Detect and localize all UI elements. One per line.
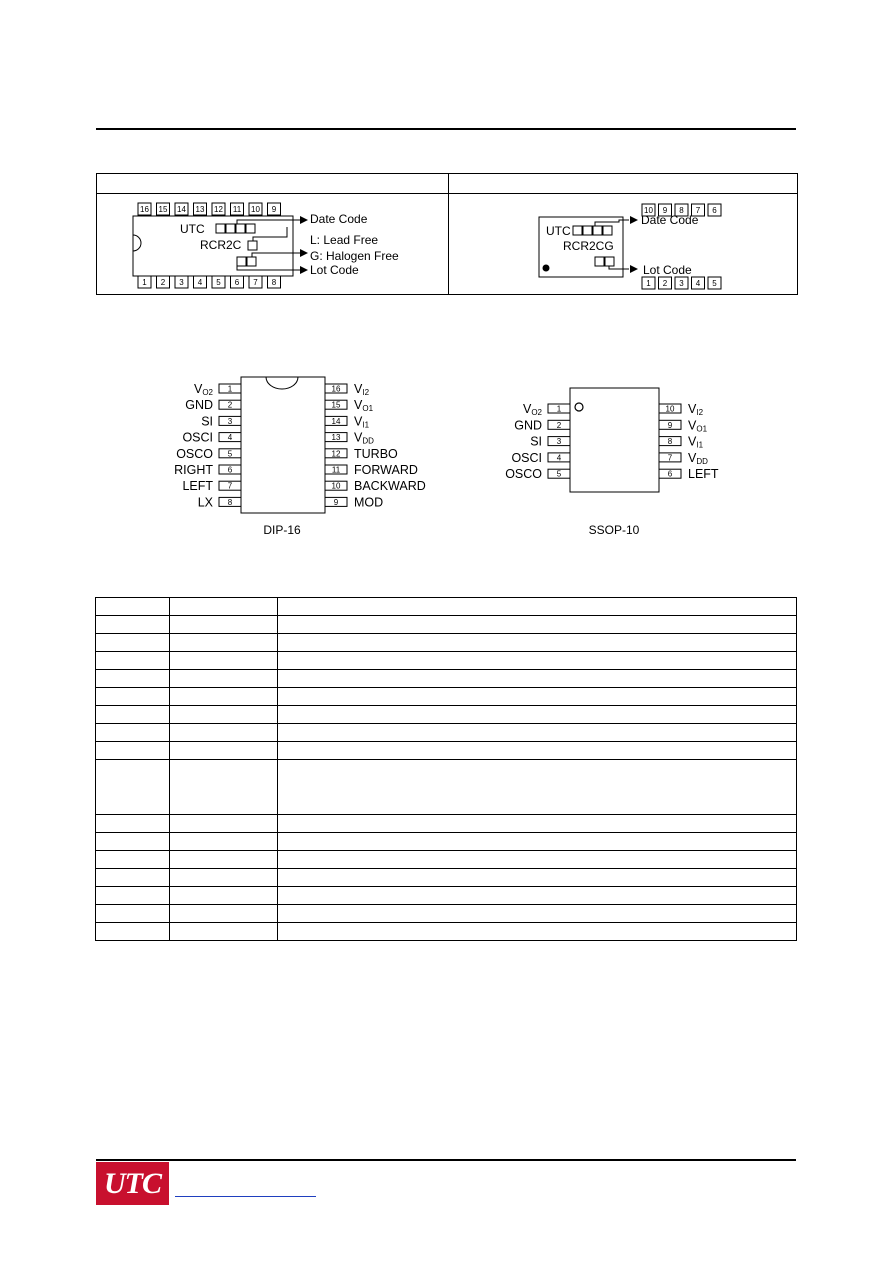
table-row — [96, 905, 797, 923]
ssop-top-pin-number: 7 — [695, 206, 701, 215]
ssop10-pinout-diagram — [490, 380, 750, 545]
ssop10-pin-label: OSCI — [511, 450, 542, 465]
ssop-date-code-boxes — [573, 226, 612, 235]
dip-bottom-pin-number: 7 — [253, 278, 258, 287]
ssop10-pin-number: 9 — [667, 420, 673, 430]
dip-top-pin-number: 15 — [158, 205, 168, 214]
dip16-body — [241, 377, 325, 513]
dip16-pin-label: OSCO — [176, 446, 213, 461]
pin-description-table — [95, 597, 797, 941]
ssop10-pin-number: 6 — [667, 469, 673, 479]
ssop-bottom-pin-number: 5 — [712, 279, 717, 288]
table-row — [96, 760, 797, 815]
dip16-notch — [266, 377, 298, 389]
dip-lot-code-label: Lot Code — [310, 263, 359, 277]
table-row — [96, 616, 797, 634]
dip16-pin-label: RIGHT — [174, 463, 213, 477]
marking-table — [96, 173, 798, 295]
dip-top-pin-number: 14 — [177, 205, 186, 214]
ssop10-pin-number: 8 — [667, 437, 673, 447]
dip16-caption: DIP-16 — [263, 523, 301, 537]
dip-bottom-pin-number: 8 — [271, 278, 277, 287]
dip-arrows — [287, 216, 308, 274]
ssop-lot-code-label: Lot Code — [643, 263, 692, 277]
dip16-pin-label: SI — [201, 414, 213, 429]
ssop10-pin-label: VDD — [688, 450, 708, 466]
dip16-pin-number: 11 — [331, 465, 341, 475]
ssop-top-pin-number: 9 — [662, 206, 668, 215]
dip-bottom-pin-number: 2 — [160, 278, 166, 287]
dip16-pin-label: VO1 — [354, 398, 374, 414]
header-rule — [96, 128, 796, 130]
ssop-top-pin-number: 8 — [679, 206, 684, 215]
table-row — [96, 670, 797, 688]
table-row — [96, 833, 797, 851]
ssop10-pin1-circle — [575, 403, 583, 411]
ssop-top-pin-number: 10 — [644, 206, 653, 215]
dip16-pin-number: 1 — [227, 384, 233, 394]
ssop-brand-text: UTC — [546, 224, 571, 238]
ssop-bottom-pin-number: 3 — [679, 279, 684, 288]
table-row — [96, 742, 797, 760]
table-row — [96, 688, 797, 706]
dip16-pin-number: 5 — [227, 449, 233, 459]
table-row — [96, 869, 797, 887]
dip-top-pin-number: 12 — [214, 205, 223, 214]
ssop10-pin-number: 2 — [556, 420, 562, 430]
dip16-pin-label: OSCI — [182, 430, 213, 445]
table-row — [96, 652, 797, 670]
dip-bottom-pin-number: 3 — [179, 278, 184, 287]
dip-top-pin-number: 11 — [232, 205, 242, 214]
dip-lot-code-boxes — [237, 257, 256, 266]
ssop10-pin-number: 7 — [667, 453, 673, 463]
dip16-pin-number: 6 — [227, 465, 233, 475]
ssop10-pin-number: 5 — [556, 469, 562, 479]
dip-bottom-pin-number: 4 — [197, 278, 203, 287]
dip-part-text: RCR2C — [200, 238, 242, 252]
ssop10-pin-label: OSCO — [505, 467, 542, 482]
dip-marking-diagram — [97, 193, 448, 294]
ssop10-pin-label: VO1 — [688, 418, 708, 434]
utc-logo: UTC — [96, 1162, 169, 1205]
ssop-lot-code-boxes — [595, 257, 614, 266]
ssop-bottom-pin-number: 1 — [646, 279, 651, 288]
ssop10-pin-label: LEFT — [688, 467, 719, 482]
dip16-pin-label: FORWARD — [354, 463, 418, 477]
dip16-pin-number: 4 — [227, 433, 233, 443]
ssop10-pin-number: 1 — [556, 404, 562, 414]
ssop10-pin-label: VI2 — [688, 402, 704, 417]
dip16-pin-label: VO2 — [193, 382, 213, 397]
dip-bottom-pin-number: 6 — [234, 278, 240, 287]
dip-top-pin-number: 10 — [251, 205, 260, 214]
ssop10-caption: SSOP-10 — [588, 523, 640, 537]
dip16-pin-label: VDD — [354, 430, 374, 446]
ssop10-body — [570, 388, 659, 492]
dip16-pin-number: 7 — [227, 481, 233, 491]
dip-top-pin-number: 13 — [195, 205, 205, 214]
footer-rule — [96, 1159, 796, 1161]
dip16-pin-label: VI1 — [354, 414, 370, 430]
ssop-part-text: RCR2CG — [563, 239, 614, 253]
ssop-arrows — [630, 216, 638, 273]
ssop10-pin-number: 4 — [556, 453, 562, 463]
dip16-pin-number: 16 — [331, 384, 341, 394]
dip16-pin-number: 10 — [331, 481, 341, 491]
dip16-pin-number: 12 — [331, 449, 341, 459]
dip16-pin-label: BACKWARD — [354, 479, 426, 494]
dip-date-code-label: Date Code — [310, 212, 368, 226]
marking-table-header — [97, 174, 797, 194]
ssop10-pin-label: GND — [514, 418, 542, 433]
dip16-pin-number: 14 — [331, 416, 341, 426]
dip16-pin-number: 3 — [227, 416, 233, 426]
table-row — [96, 923, 797, 941]
dip16-pin-number: 15 — [331, 400, 341, 410]
dip16-pin-number: 13 — [331, 433, 341, 443]
dip16-pin-number: 2 — [227, 400, 233, 410]
dip-bottom-pin-number: 1 — [142, 278, 147, 287]
dip16-pin-label: TURBO — [354, 446, 398, 461]
dip16-pin-number: 8 — [227, 497, 233, 507]
dip-top-pin-number: 9 — [271, 205, 277, 214]
dip-lead-free-label: L: Lead Free — [310, 233, 379, 247]
ssop-top-pin-number: 6 — [712, 206, 717, 215]
website-link[interactable] — [175, 1196, 316, 1197]
dip16-pin-label: MOD — [354, 495, 384, 510]
table-row — [96, 851, 797, 869]
dip16-pin-number: 9 — [333, 497, 339, 507]
table-row — [96, 815, 797, 833]
table-row — [96, 887, 797, 905]
ssop-marking-diagram — [449, 193, 797, 294]
dip-top-pin-number: 16 — [140, 205, 149, 214]
ssop-bottom-pin-number: 4 — [695, 279, 701, 288]
ssop10-pin-label: SI — [530, 434, 542, 449]
dip-halogen-free-label: G: Halogen Free — [310, 249, 399, 263]
ssop10-pin-label: VO2 — [522, 402, 542, 417]
table-row — [96, 598, 797, 616]
dip16-pinout-diagram — [150, 370, 450, 545]
dip16-pin-label: LX — [197, 495, 213, 510]
ssop-bottom-pin-number: 2 — [662, 279, 668, 288]
table-row — [96, 634, 797, 652]
dip-notch — [133, 235, 141, 251]
table-row — [96, 724, 797, 742]
ssop10-pin-label: VI1 — [688, 434, 704, 450]
dip-bottom-pin-number: 5 — [216, 278, 221, 287]
dip-brand-text: UTC — [180, 222, 205, 236]
dip16-pin-label: VI2 — [354, 382, 370, 397]
ssop10-pin-number: 10 — [665, 404, 675, 414]
dip-lead-box — [248, 241, 257, 250]
ssop10-pin-number: 3 — [556, 437, 562, 447]
dip-date-code-boxes — [216, 224, 255, 233]
ssop-date-code-label: Date Code — [641, 213, 699, 227]
dip16-pin-label: LEFT — [182, 479, 213, 494]
ssop-pin1-dot — [543, 265, 550, 272]
table-row — [96, 706, 797, 724]
dip16-pin-label: GND — [185, 398, 213, 413]
